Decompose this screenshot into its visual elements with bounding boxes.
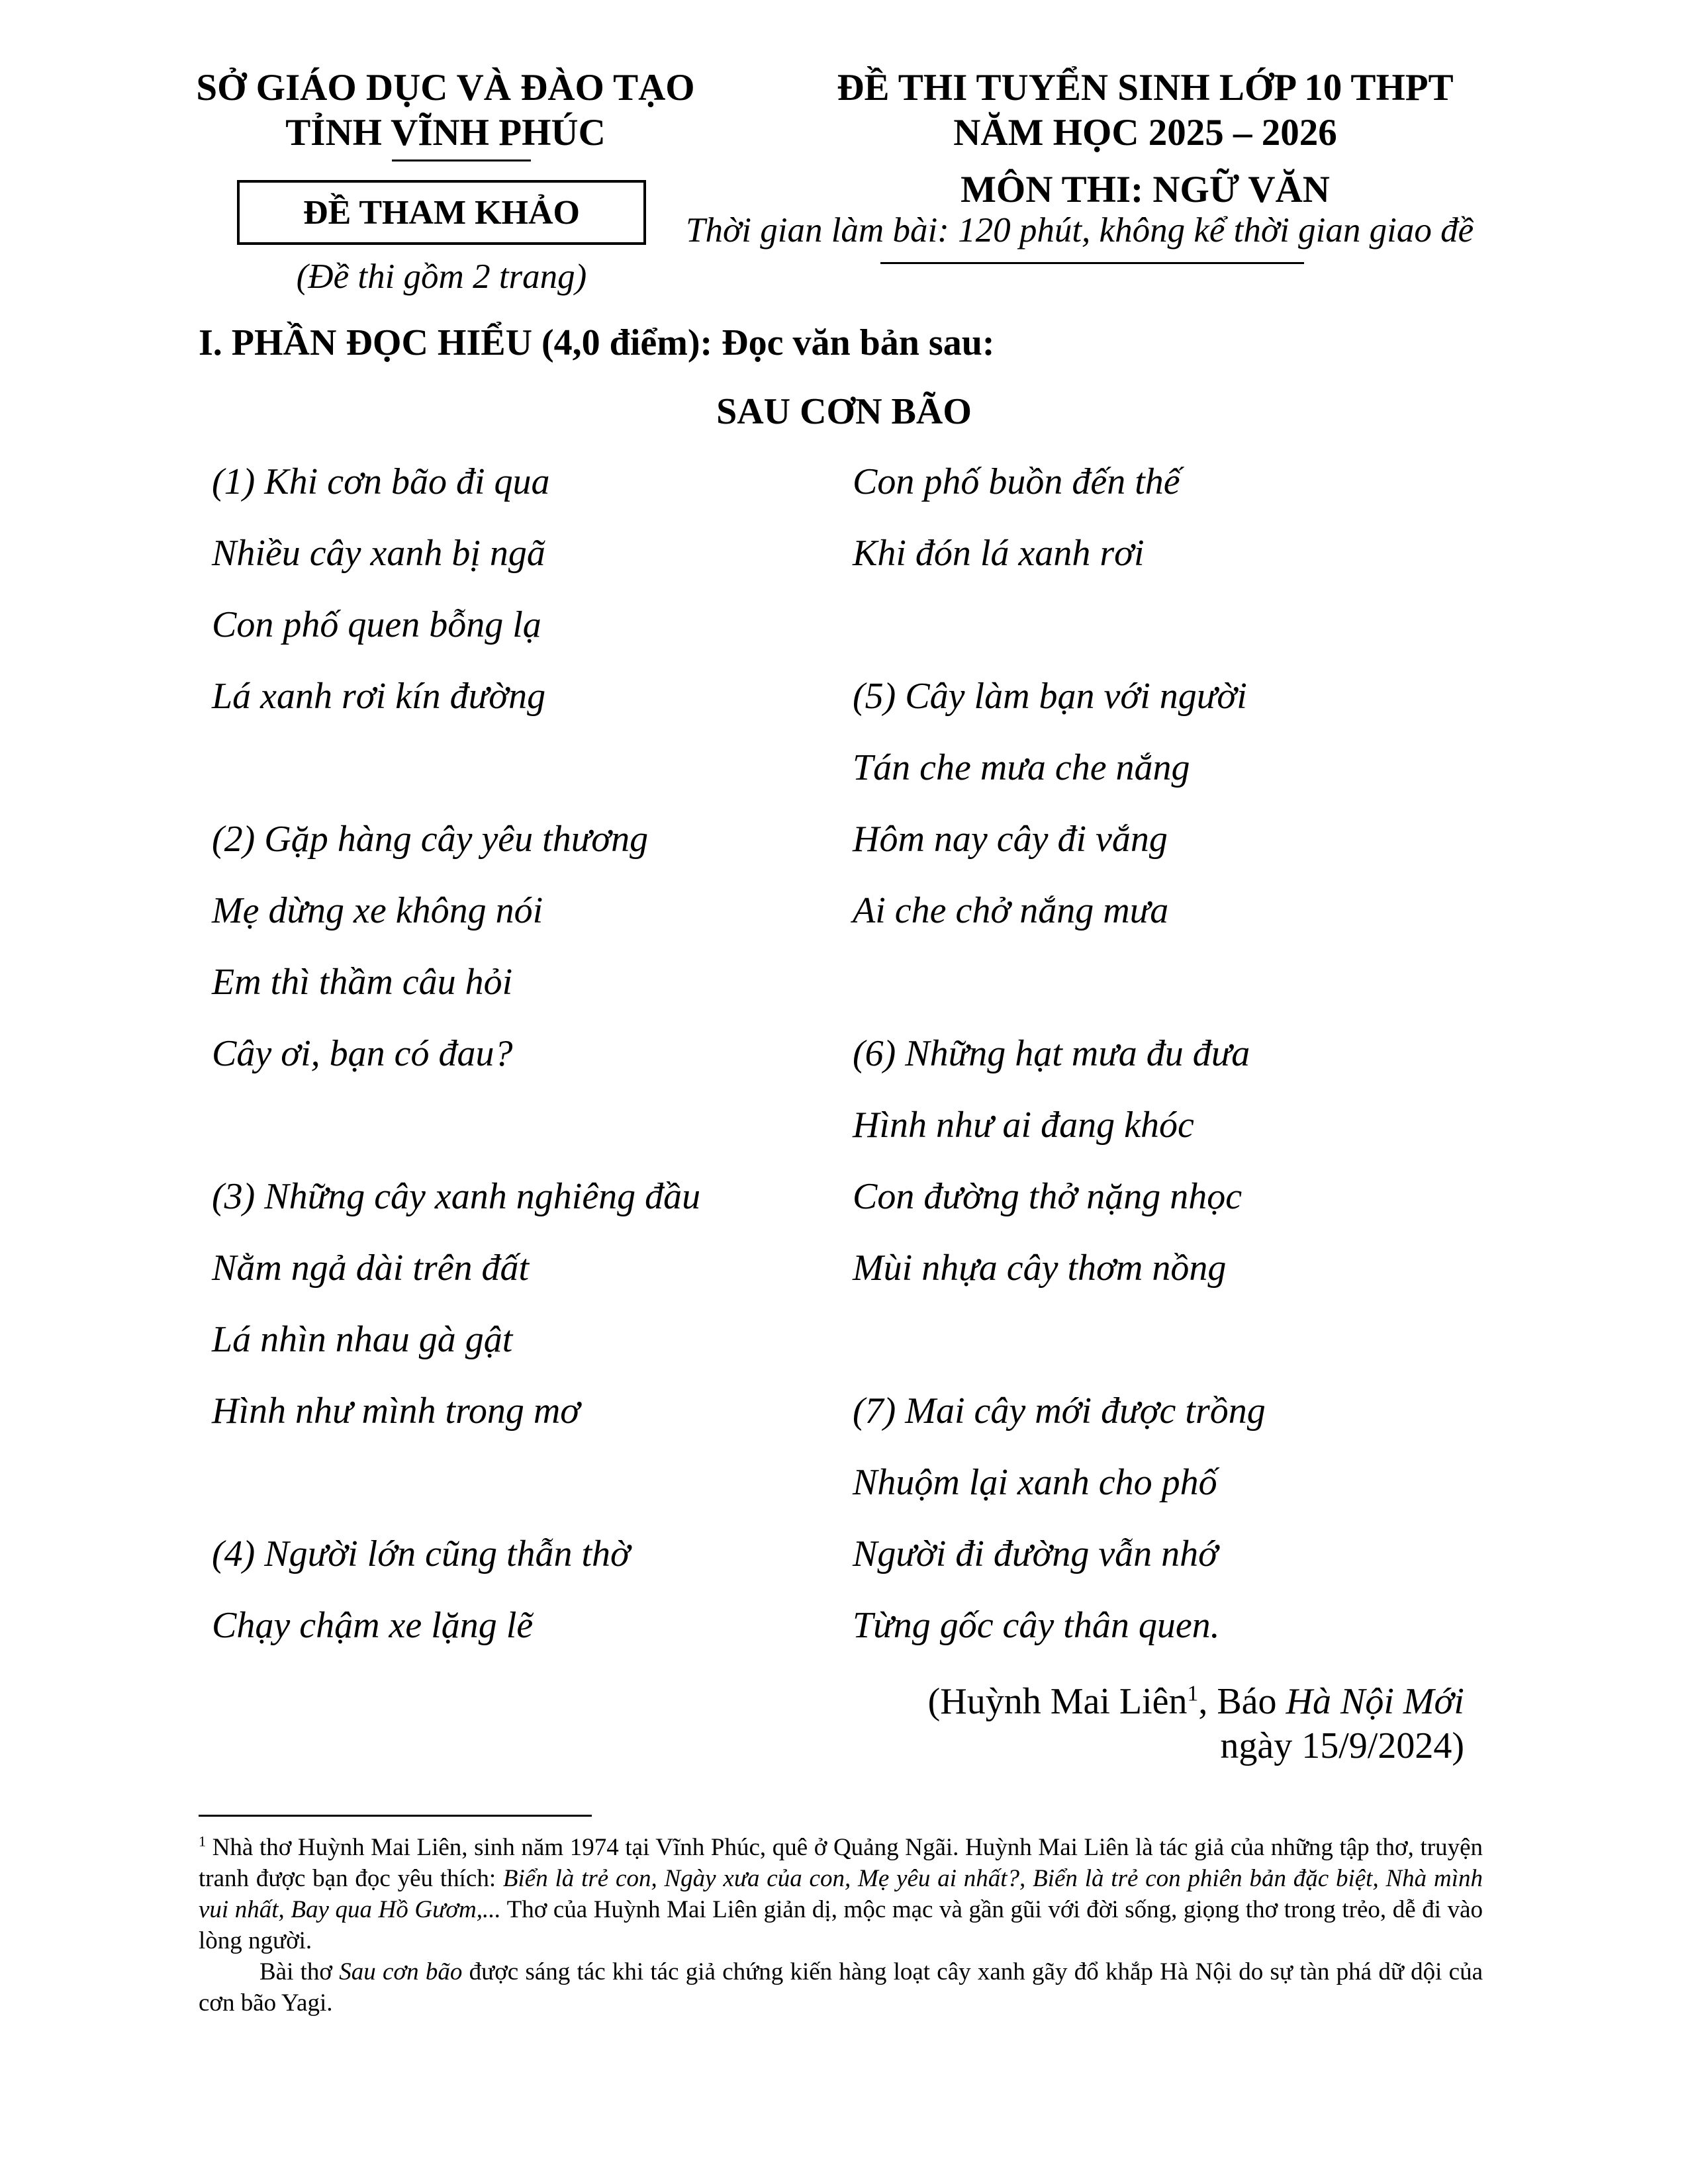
footnote-text: Bài thơ xyxy=(259,1958,340,1985)
verse-line: Con phố buồn đến thế xyxy=(853,461,1180,502)
source-newspaper: Hà Nội Mới xyxy=(1286,1681,1464,1722)
verse-line: Hình như ai đang khóc xyxy=(853,1105,1194,1146)
reference-exam-label: ĐỀ THAM KHẢO xyxy=(303,193,580,232)
subject-title: MÔN THI: NGỮ VĂN xyxy=(961,169,1330,210)
verse-line: (7) Mai cây mới được trồng xyxy=(853,1390,1266,1432)
source-connector: , Báo xyxy=(1198,1681,1286,1722)
time-limit: Thời gian làm bài: 120 phút, không kể thời gian giao đề xyxy=(686,211,1474,250)
footnote-text: Nhà thơ Huỳnh Mai Liên, sinh năm 1974 tại Vĩnh Phúc, quê ở Quảng Ngãi. Huỳnh Mai Liên là tác giả của những tập thơ, truyện tranh được bạn đọc yêu thích: xyxy=(199,1834,1483,1892)
poem-title: SAU CƠN BÃO xyxy=(716,391,972,432)
source-author: (Huỳnh Mai Liên xyxy=(927,1681,1188,1722)
verse-line: Nằm ngả dài trên đất xyxy=(212,1248,530,1289)
verse-line: Từng gốc cây thân quen. xyxy=(853,1605,1220,1646)
verse-line: Ai che chở nắng mưa xyxy=(853,890,1169,931)
source-date: ngày 15/9/2024) xyxy=(1220,1725,1464,1767)
province-name: TỈNH VĨNH PHÚC xyxy=(285,112,606,154)
header-underline-left xyxy=(392,159,531,161)
verse-line: (6) Những hạt mưa đu đưa xyxy=(853,1033,1250,1074)
footnote-text: được sáng tác khi tác giả chứng kiến hàng loạt cây xanh gãy đổ khắp Hà Nội do sự tàn phá dữ dội của cơn bão Yagi. xyxy=(199,1958,1483,2017)
footnote-poem-title: Sau cơn bão xyxy=(339,1958,463,1985)
footnote-author xyxy=(199,1832,1483,1956)
verse-line: Nhiều cây xanh bị ngã xyxy=(212,533,545,574)
department-name: SỞ GIÁO DỤC VÀ ĐÀO TẠO xyxy=(196,67,695,109)
verse-line: Khi đón lá xanh rơi xyxy=(853,533,1145,574)
verse-line: Tán che mưa che nắng xyxy=(853,747,1190,788)
verse-line: Em thì thầm câu hỏi xyxy=(212,962,513,1003)
verse-line: Con phố quen bỗng lạ xyxy=(212,604,541,645)
verse-line: Cây ơi, bạn có đau? xyxy=(212,1033,513,1074)
verse-line: (3) Những cây xanh nghiêng đầu xyxy=(212,1176,701,1217)
verse-line: (5) Cây làm bạn với người xyxy=(853,676,1247,717)
verse-line: Mùi nhựa cây thơm nồng xyxy=(853,1248,1227,1289)
header-underline-right xyxy=(880,262,1304,264)
verse-line: Nhuộm lại xanh cho phố xyxy=(853,1462,1217,1503)
exam-title: ĐỀ THI TUYỂN SINH LỚP 10 THPT xyxy=(837,67,1454,109)
verse-line: Con đường thở nặng nhọc xyxy=(853,1176,1243,1217)
verse-line: Lá xanh rơi kín đường xyxy=(212,676,546,717)
section-title: I. PHẦN ĐỌC HIỂU (4,0 điểm): Đọc văn bản sau: xyxy=(199,322,995,363)
verse-line: Hôm nay cây đi vắng xyxy=(853,819,1168,860)
footnote-poem-origin xyxy=(199,1956,1483,2019)
school-year: NĂM HỌC 2025 – 2026 xyxy=(953,112,1337,154)
verse-line: (2) Gặp hàng cây yêu thương xyxy=(212,819,649,860)
verse-line: Hình như mình trong mơ xyxy=(212,1390,581,1432)
footnote-separator xyxy=(199,1815,592,1817)
footnote-book-titles: Biển là trẻ con, Ngày xưa của con, Mẹ yêu ai nhất?, Biển là trẻ con phiên bản đặc biệt, Nhà mình vui nhất, Bay qua Hồ Gươm,... xyxy=(199,1865,1483,1923)
footnote-marker: 1 xyxy=(199,1833,207,1850)
verse-line: Lá nhìn nhau gà gật xyxy=(212,1319,513,1360)
footnote-text: Thơ của Huỳnh Mai Liên giản dị, mộc mạc và gần gũi với đời sống, giọng thơ trong trẻo, dễ đi vào lòng người. xyxy=(199,1896,1483,1954)
footnote-ref: 1 xyxy=(1187,1681,1199,1706)
verse-line: Chạy chậm xe lặng lẽ xyxy=(212,1605,534,1646)
reference-exam-box xyxy=(237,180,646,245)
verse-line: Mẹ dừng xe không nói xyxy=(212,890,543,931)
poem-source xyxy=(928,1680,1464,1768)
page-count-note: (Đề thi gồm 2 trang) xyxy=(296,257,587,296)
verse-line: Người đi đường vẫn nhớ xyxy=(853,1533,1219,1574)
verse-line: (1) Khi cơn bão đi qua xyxy=(212,461,550,502)
verse-line: (4) Người lớn cũng thẫn thờ xyxy=(212,1533,630,1574)
